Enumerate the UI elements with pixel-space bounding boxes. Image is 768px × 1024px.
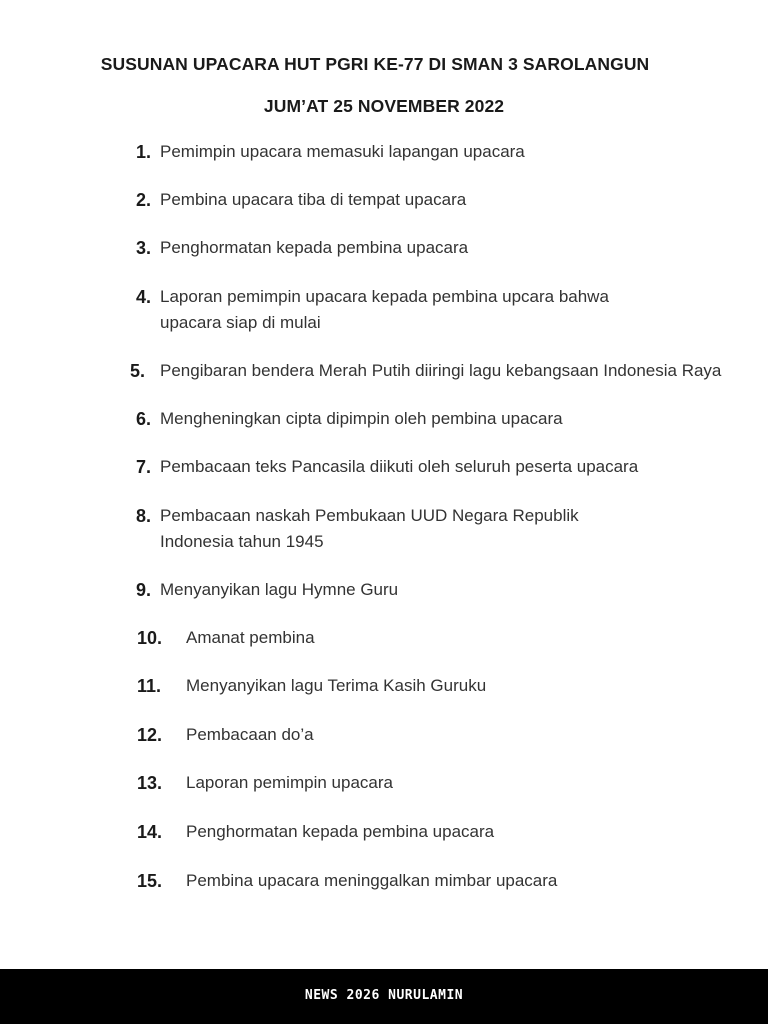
item-text-line-2: upacara siap di mulai [160, 313, 321, 332]
item-text-line-1: Laporan pemimpin upacara kepada pembina upcara bahwa [160, 287, 609, 306]
item-text: Pembacaan teks Pancasila diikuti oleh seluruh peserta upacara [160, 457, 639, 476]
item-number: 13. [137, 773, 163, 793]
item-text: Amanat pembina [186, 628, 315, 647]
item-text: Pembina upacara tiba di tempat upacara [160, 190, 467, 209]
item-text: Pemimpin upacara memasuki lapangan upacara [160, 142, 525, 161]
item-text: Menyanyikan lagu Terima Kasih Guruku [186, 676, 487, 695]
item-number: 6. [136, 409, 152, 429]
item-text: Pembacaan do’a [186, 725, 314, 744]
document-date: JUM’AT 25 NOVEMBER 2022 [263, 96, 505, 116]
item-number: 2. [136, 190, 152, 210]
item-text: Penghormatan kepada pembina upacara [160, 238, 469, 257]
item-number: 9. [136, 580, 152, 600]
footer-watermark: NEWS 2026 NURULAMIN [304, 988, 464, 1003]
item-number: 3. [136, 238, 152, 258]
item-text: Penghormatan kepada pembina upacara [186, 822, 495, 841]
item-number: 1. [136, 142, 152, 162]
item-number: 5. [130, 361, 146, 381]
item-text: Menyanyikan lagu Hymne Guru [160, 580, 399, 599]
item-number: 15. [137, 871, 163, 891]
item-text: Laporan pemimpin upacara [186, 773, 393, 792]
item-number: 12. [137, 725, 163, 745]
item-text: Pengibaran bendera Merah Putih diiringi lagu kebangsaan Indonesia Raya [160, 361, 722, 380]
item-text: Mengheningkan cipta dipimpin oleh pembina upacara [160, 409, 563, 428]
item-text-line-2: Indonesia tahun 1945 [160, 532, 324, 551]
item-text-line-1: Pembacaan naskah Pembukaan UUD Negara Republik [160, 506, 579, 525]
item-text: Pembina upacara meninggalkan mimbar upacara [186, 871, 558, 890]
footer-bar [0, 969, 768, 1024]
item-number: 10. [137, 628, 163, 648]
document-title: SUSUNAN UPACARA HUT PGRI KE-77 DI SMAN 3 SAROLANGUN [100, 54, 650, 74]
item-number: 7. [136, 457, 152, 477]
item-number: 14. [137, 822, 163, 842]
item-number: 8. [136, 506, 152, 526]
item-number: 4. [136, 287, 152, 307]
item-number: 11. [137, 676, 162, 696]
